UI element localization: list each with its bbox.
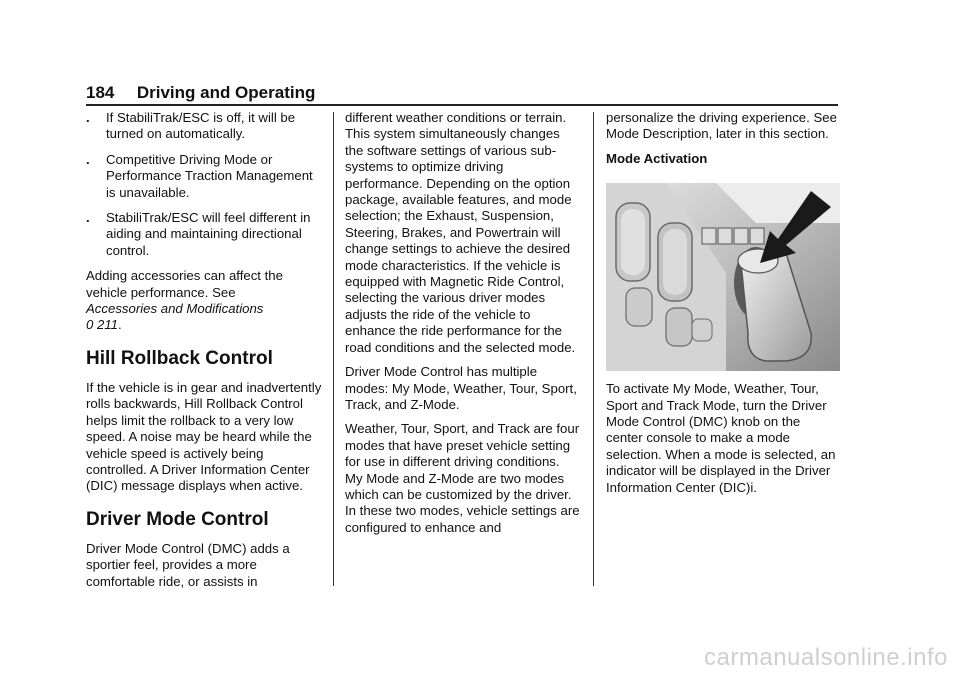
page-header [86, 83, 838, 103]
column-divider-2 [593, 112, 594, 586]
list-item [86, 152, 322, 201]
accessories-paragraph [86, 268, 322, 334]
accessories-ref-period: . [118, 317, 122, 333]
driver-mode-heading: Driver Mode Control [86, 508, 269, 530]
bullet-text: Competitive Driving Mode or Performance Traction Management is unavailable. [106, 151, 313, 200]
console-knob-photo [606, 183, 840, 371]
dmc-preset-paragraph: Weather, Tour, Sport, and Track are four modes that have preset vehicle setting for use in different driving conditions. My Mode and Z-Mode are two modes which can be customized by the driver. In these two modes, vehicle settings are configured to enhance and [345, 421, 580, 535]
column-3 [606, 110, 840, 504]
column-2 [345, 110, 580, 544]
column-divider-1 [333, 112, 334, 586]
activation-paragraph: To activate My Mode, Weather, Tour, Sport and Track Mode, turn the Driver Mode Control (DMC) knob on the center console to make a mode selection. When a mode is selected, an indicator will be displayed in the Driver Information Center (DIC)i. [606, 381, 836, 495]
bullet-marker: . [86, 110, 90, 125]
header-rule [86, 104, 838, 106]
watermark: carmanualsonline.info [704, 644, 948, 671]
accessories-page-ref[interactable]: 0 211 [86, 317, 119, 333]
driver-mode-intro: Driver Mode Control (DMC) adds a sportier feel, provides a more comfortable ride, or assists in [86, 540, 290, 589]
dmc-modes-paragraph: Driver Mode Control has multiple modes: My Mode, Weather, Tour, Sport, Track, and Z-Mode. [345, 364, 577, 412]
accessories-text: Adding accessories can affect the vehicle performance. See [86, 268, 283, 300]
bullet-marker: . [86, 151, 90, 167]
list-item [86, 210, 322, 259]
bullet-text: StabiliTrak/ESC will feel different in aiding and maintaining directional control. [106, 210, 311, 258]
personalize-paragraph: personalize the driving experience. See Mode Description, later in this section. [606, 110, 837, 142]
accessories-link[interactable]: Accessories and Modifications [86, 301, 264, 317]
bullet-marker: . [86, 210, 90, 226]
page-number: 184 [86, 83, 115, 102]
hill-rollback-paragraph: If the vehicle is in gear and inadvertently rolls backwards, Hill Rollback Control helps limit the rollback to a very low speed. A noise may be heard while the vehicle speed is actively being controlled. A Driver Information Center (DIC) message displays when active. [86, 379, 322, 494]
hill-rollback-heading: Hill Rollback Control [86, 347, 273, 369]
column-1 [86, 110, 322, 598]
bullet-text: If StabiliTrak/ESC is off, it will be turned on automatically. [106, 110, 296, 142]
mode-activation-heading: Mode Activation [606, 150, 708, 166]
list-item [86, 110, 322, 143]
page-title: Driving and Operating [136, 83, 316, 102]
dmc-description-paragraph: different weather conditions or terrain. This system simultaneously changes the software settings of various sub-systems to optimize driving performance. Depending on the option package, available features, and mode selection; the Exhaust, Suspension, Steering, Brakes, and Powertrain will change settings to achieve the desired mode characteristics. If the vehicle is equipped with Magnetic Ride Control, selecting the various driver modes adjusts the ride of the vehicle to enhance the ride performance for the road conditions and the selected mode. [345, 110, 576, 355]
